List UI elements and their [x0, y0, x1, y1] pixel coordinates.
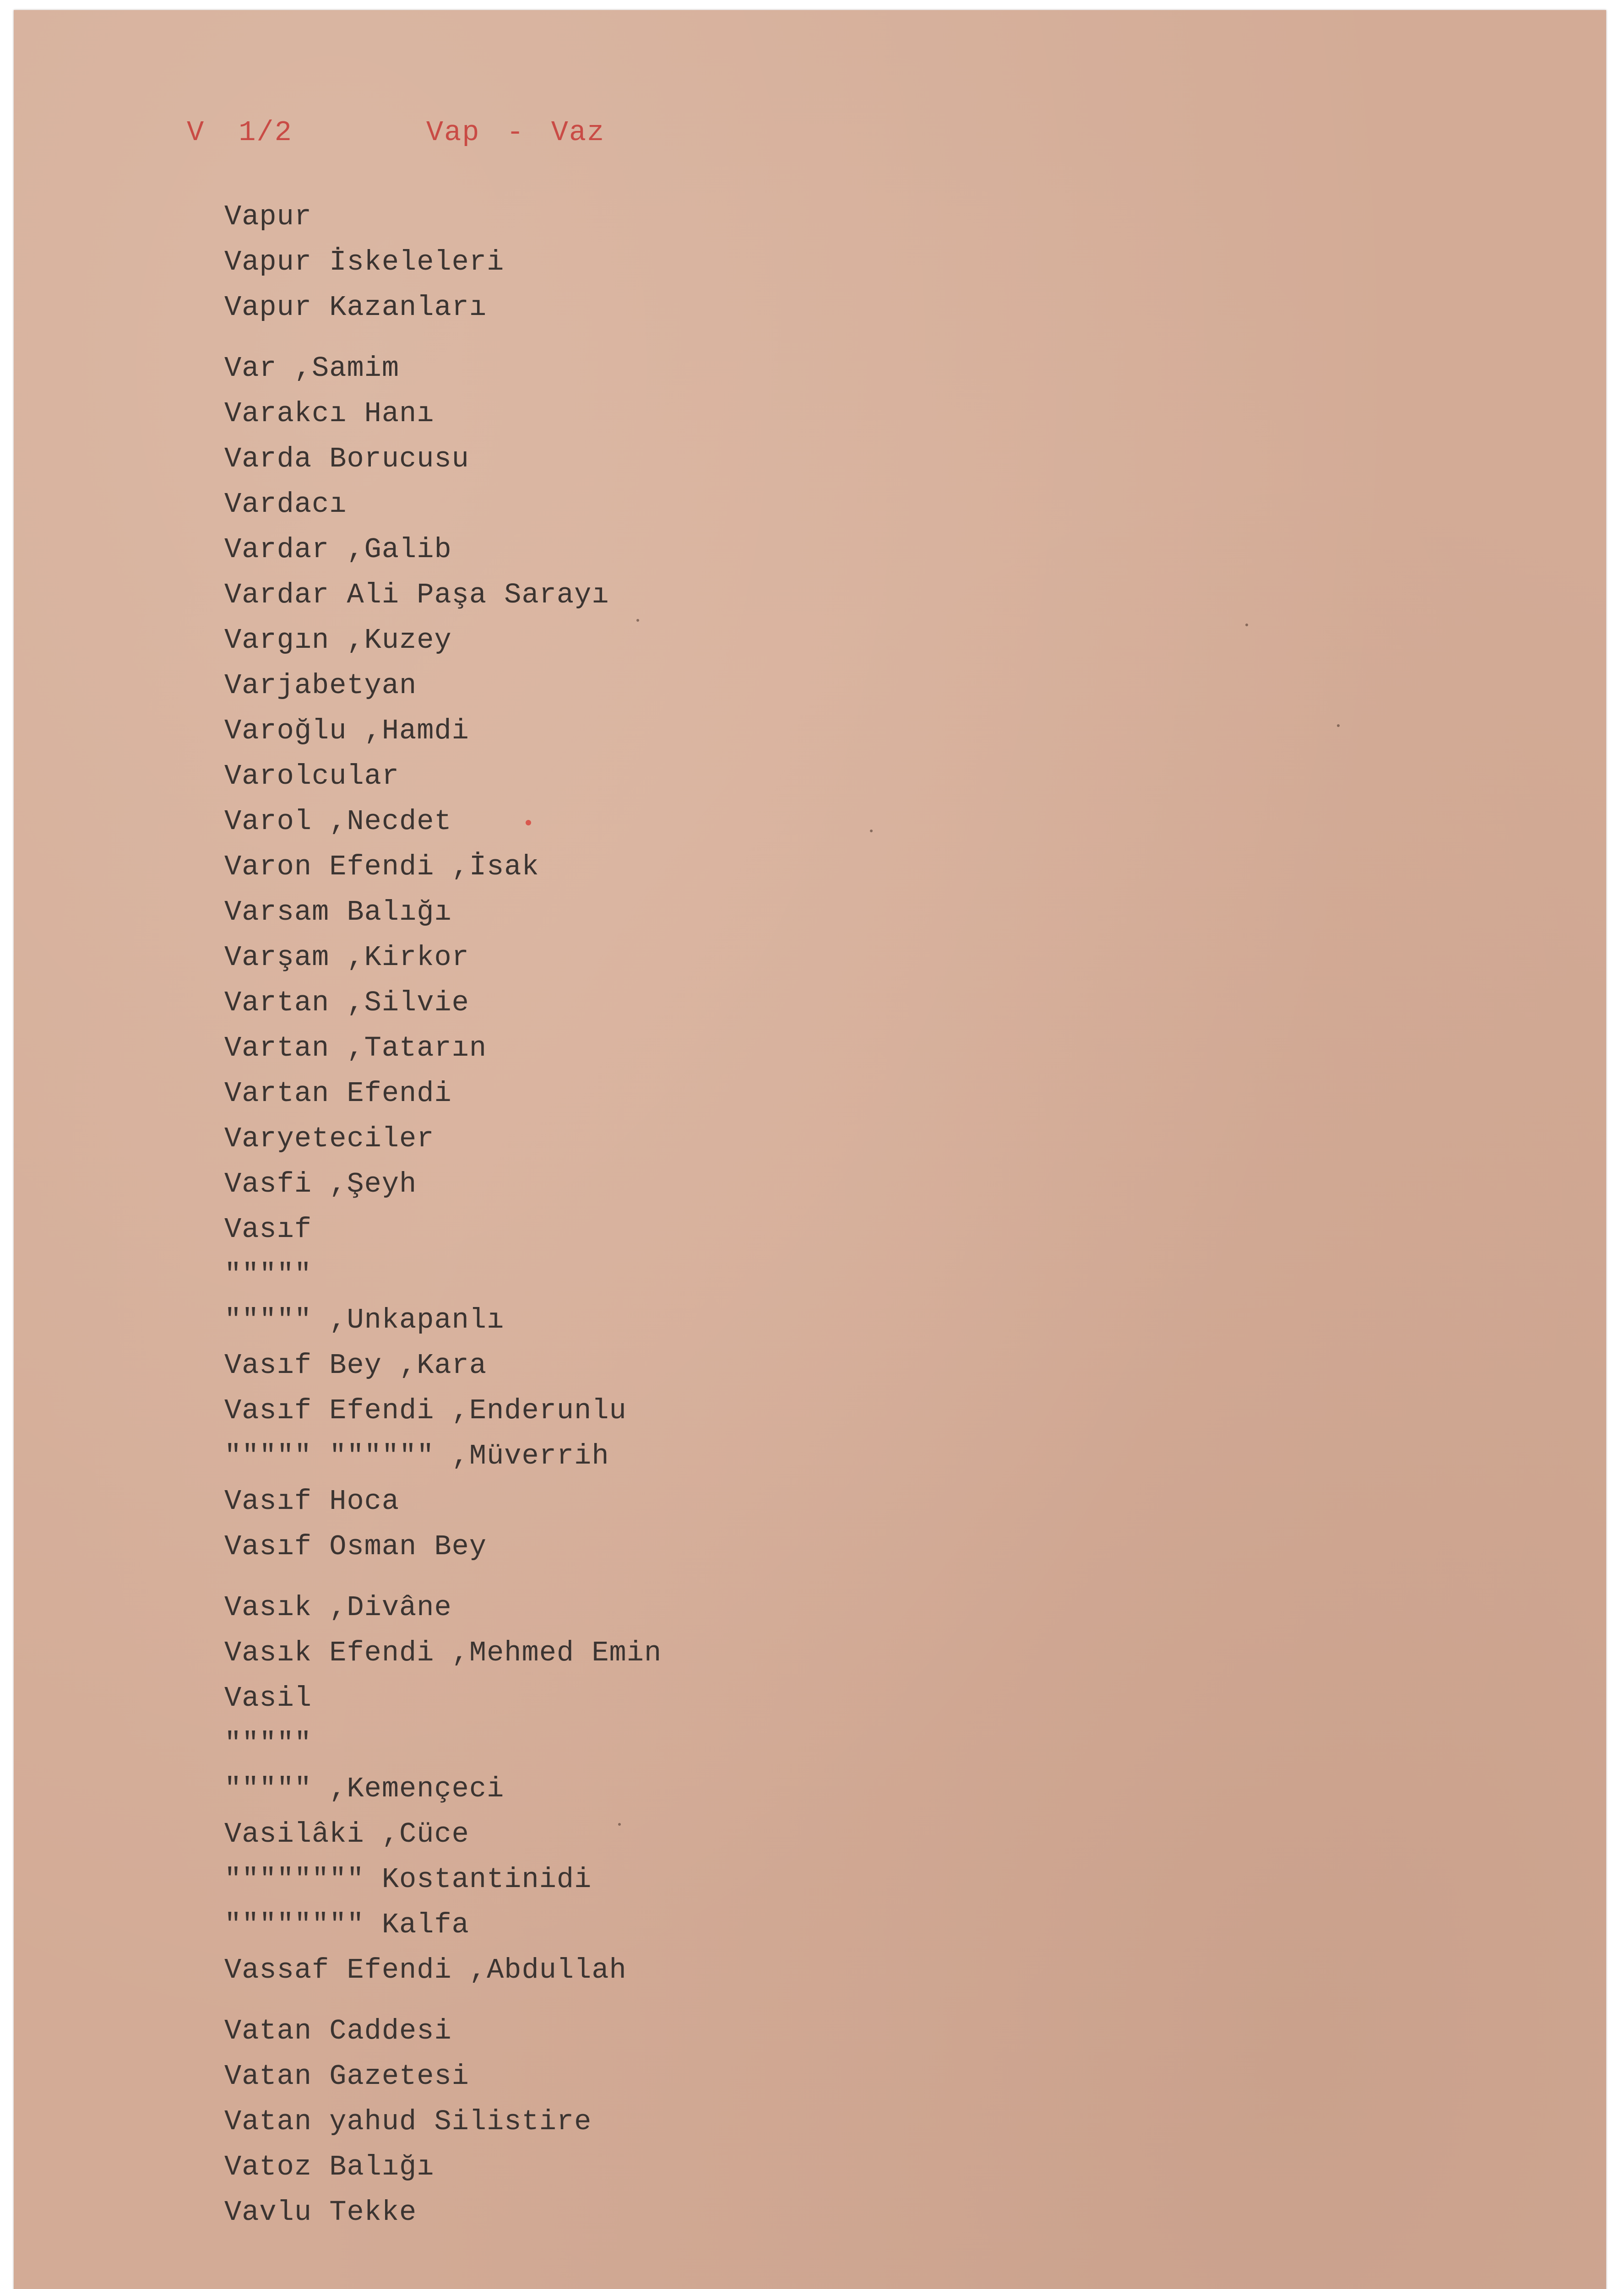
- typed-index-card: [14, 10, 1606, 2289]
- entry: Vasıf Efendi ,Enderunlu: [224, 1394, 627, 1427]
- entry: Vasil: [224, 1682, 312, 1714]
- red-ink-dot: [526, 820, 531, 825]
- entry: """"" ,Unkapanlı: [224, 1304, 505, 1336]
- entry: Vatoz Balığı: [224, 2151, 435, 2183]
- entry: Vasıf: [224, 1213, 312, 1246]
- entry: Vasık Efendi ,Mehmed Emin: [224, 1637, 662, 1669]
- entry: Vartan ,Silvie: [224, 987, 469, 1019]
- paper-speck: [636, 619, 639, 622]
- entry: Var ,Samim: [224, 352, 400, 385]
- entry: Vasıf Osman Bey: [224, 1530, 487, 1563]
- entry: Varjabetyan: [224, 669, 417, 702]
- entry: Varakcı Hanı: [224, 397, 435, 430]
- entry: Vardar ,Galib: [224, 533, 452, 566]
- entry: Vapur Kazanları: [224, 291, 487, 324]
- entry: Varoğlu ,Hamdi: [224, 715, 469, 747]
- paper-speck: [1337, 724, 1340, 727]
- entry: Vargın ,Kuzey: [224, 624, 452, 656]
- entry: Varyeteciler: [224, 1123, 435, 1155]
- entry: """"" ,Kemençeci: [224, 1773, 505, 1805]
- entry: Varolcular: [224, 760, 400, 792]
- paper-speck: [618, 1823, 621, 1826]
- entry: Varda Borucusu: [224, 443, 469, 475]
- card-header: [187, 116, 605, 149]
- entry: Vassaf Efendi ,Abdullah: [224, 1954, 627, 1986]
- entry: Vardacı: [224, 488, 347, 521]
- header-letter: V: [187, 116, 205, 149]
- entry: """"": [224, 1727, 312, 1760]
- entry: """"" """""" ,Müverrih: [224, 1440, 609, 1472]
- entry: Vasfi ,Şeyh: [224, 1168, 417, 1200]
- paper-speck: [1245, 624, 1248, 626]
- entry: Varol ,Necdet: [224, 805, 452, 838]
- entry: Vasıf Bey ,Kara: [224, 1349, 487, 1382]
- entry: Vatan Gazetesi: [224, 2060, 469, 2093]
- entry: Vapur: [224, 201, 312, 233]
- entry: Vatan yahud Silistire: [224, 2105, 592, 2138]
- header-range-from: Vap: [426, 116, 480, 149]
- entry: """""""" Kalfa: [224, 1909, 469, 1941]
- entry: Vapur İskeleleri: [224, 246, 505, 278]
- entry: Vartan ,Tatarın: [224, 1032, 487, 1064]
- header-range-dash: -: [506, 116, 525, 149]
- entry: """"": [224, 1258, 312, 1291]
- entry: Vavlu Tekke: [224, 2196, 417, 2229]
- entry: Varsam Balığı: [224, 896, 452, 928]
- entry-list: [224, 194, 662, 2235]
- header-volume: 1/2: [239, 116, 293, 149]
- paper-speck: [870, 830, 873, 832]
- entry: Vatan Caddesi: [224, 2015, 452, 2047]
- entry: Vardar Ali Paşa Sarayı: [224, 579, 609, 611]
- entry: Vartan Efendi: [224, 1077, 452, 1110]
- header-range-to: Vaz: [551, 116, 605, 149]
- entry: """""""" Kostantinidi: [224, 1863, 592, 1896]
- entry: Vasilâki ,Cüce: [224, 1818, 469, 1850]
- entry: Vasık ,Divâne: [224, 1591, 452, 1624]
- entry: Varşam ,Kirkor: [224, 941, 469, 974]
- entry: Vasıf Hoca: [224, 1485, 400, 1518]
- entry: Varon Efendi ,İsak: [224, 851, 539, 883]
